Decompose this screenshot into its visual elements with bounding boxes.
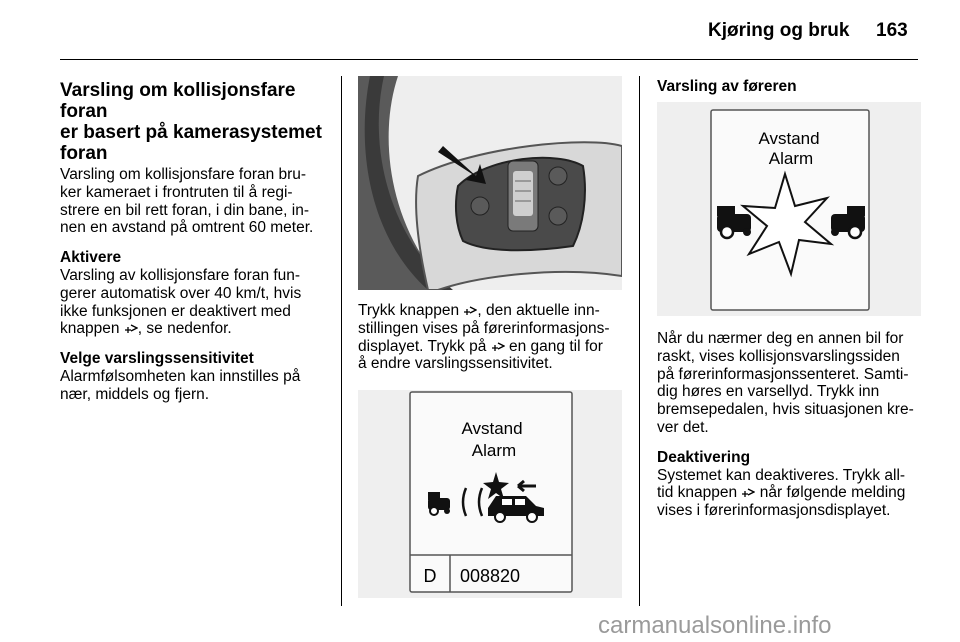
text-line: Varsling av kollisjonsfare foran fun- (60, 266, 301, 284)
display-figure-sensitivity (358, 390, 622, 598)
text-line: strere en bil rett foran, i din bane, in- (60, 201, 309, 219)
text-line: displayet. Trykk på (358, 337, 491, 355)
activate-paragraph (60, 267, 335, 338)
collision-alert-symbol-icon (491, 341, 505, 352)
section-title-line: Varsling om kollisjonsfare foran (60, 80, 296, 122)
text-line: Varsling om kollisjonsfare foran bru- (60, 166, 307, 183)
text-line: Alarmfølsomheten kan innstilles på (60, 367, 301, 385)
alarm-label-line1: Avstand (758, 129, 820, 148)
text-line: ver det. (657, 418, 709, 436)
driver-info-display-sensitivity (358, 390, 622, 598)
text-line: tid knappen (657, 484, 742, 502)
text-line: raskt, vises kollisjonsvarslingssiden (657, 347, 900, 365)
right-column-text (657, 330, 942, 532)
middle-column-text (358, 302, 628, 385)
collision-alert-symbol-icon (463, 305, 477, 316)
text-line: , se nedenfor. (137, 320, 232, 338)
driver-alert-paragraph (657, 330, 942, 437)
page-number: 163 (876, 20, 908, 41)
sensitivity-heading: Velge varslingssensitivitet (60, 350, 254, 368)
collision-alert-symbol-icon (741, 487, 755, 498)
display-label-line2: Alarm (471, 441, 517, 460)
text-line: en gang til for (504, 337, 603, 355)
text-line: vises i førerinformasjonsdisplayet. (657, 502, 891, 520)
driver-alert-heading: Varsling av føreren (657, 78, 797, 95)
text-line: dig høres en varsellyd. Trykk inn (657, 383, 880, 401)
column-divider-left (341, 76, 342, 606)
text-line: Når du nærmer deg en annen bil for (657, 330, 904, 347)
collision-alert-symbol-icon (124, 323, 138, 334)
middle-paragraph (358, 302, 628, 373)
text-line: når følgende melding (755, 484, 906, 502)
right-column-heading (657, 78, 929, 96)
steering-wheel-illustration (358, 76, 622, 290)
text-line: å endre varslingssensitivitet. (358, 355, 553, 373)
text-line: gerer automatisk over 40 km/t, hvis (60, 284, 302, 302)
text-line: Trykk knappen (358, 302, 464, 319)
gear-indicator: D (423, 566, 437, 586)
text-line: ker kameraet i frontruten til å regi- (60, 183, 293, 201)
display-label-line1: Avstand (461, 419, 523, 438)
odometer-readout: 008820 (460, 566, 521, 586)
section-title-line: er basert på kamerasystemet (60, 122, 322, 143)
section-title (60, 80, 335, 164)
text-line: knappen (60, 320, 124, 338)
deactivate-paragraph (657, 467, 942, 520)
intro-paragraph (60, 166, 335, 237)
text-line: nen en avstand på omtrent 60 meter. (60, 219, 314, 237)
display-figure-alarm (657, 102, 921, 316)
header-title: Kjøring og bruk (708, 20, 850, 41)
alarm-label-line2: Alarm (768, 149, 814, 168)
sensitivity-paragraph (60, 368, 335, 404)
text-line: stillingen vises på førerinformasjons- (358, 319, 610, 337)
watermark: carmanualsonline.info (598, 612, 832, 639)
column-divider-right (639, 76, 640, 606)
text-line: Systemet kan deaktiveres. Trykk all- (657, 466, 906, 484)
text-line: nær, middels og fjern. (60, 385, 210, 403)
text-line: bremsepedalen, hvis situasjonen kre- (657, 401, 914, 419)
text-line: ikke funksjonen er deaktivert med (60, 302, 291, 320)
text-line: på førerinformasjonssenteret. Samti- (657, 365, 909, 383)
deactivate-heading: Deaktivering (657, 448, 751, 466)
text-line: , den aktuelle inn- (477, 302, 600, 319)
section-title-line: foran (60, 143, 108, 164)
header-rule (60, 59, 918, 60)
activate-heading: Aktivere (60, 249, 122, 267)
driver-info-display-alarm (657, 102, 921, 316)
left-column (60, 80, 335, 416)
steering-wheel-figure (358, 76, 622, 290)
